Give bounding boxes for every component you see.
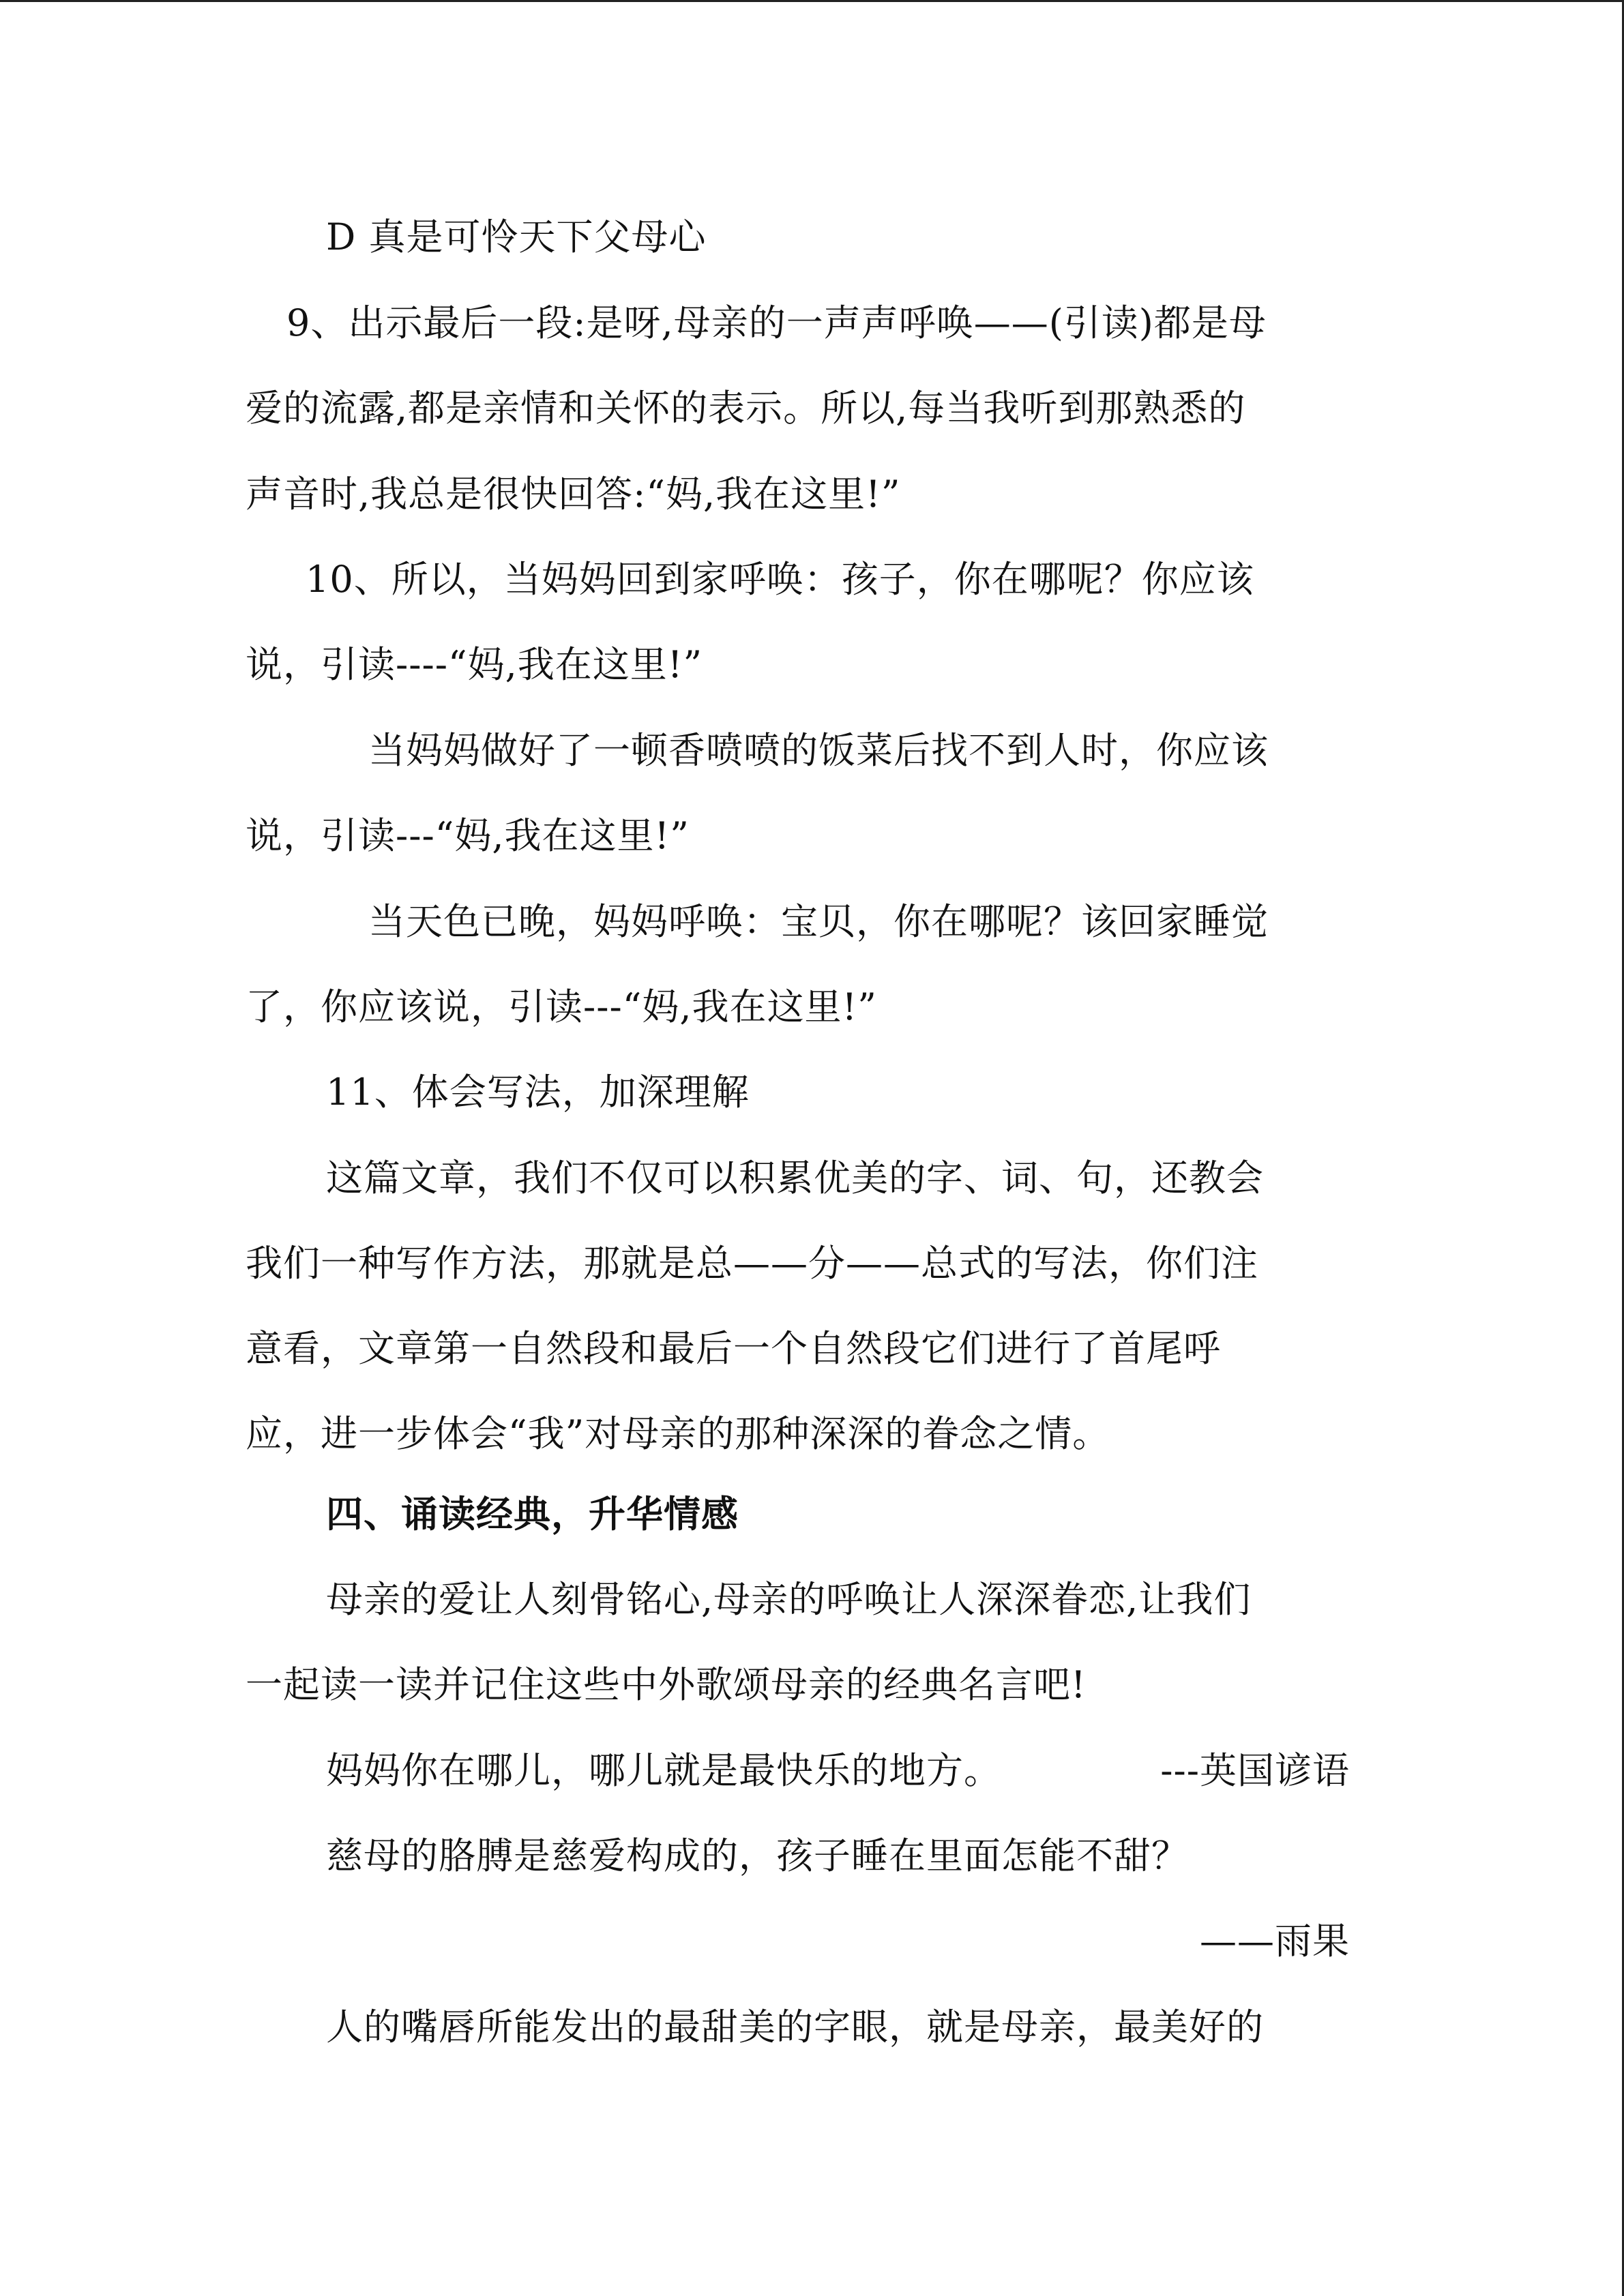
- step-10-case-3-line-2: 了，你应该说，引读---“妈,我在这里!”: [246, 985, 877, 1028]
- page-border-top: [0, 0, 1624, 2]
- step-9-line-3: 声音时,我总是很快回答:“妈,我在这里!”: [246, 473, 901, 516]
- step-9-line-2: 爱的流露,都是亲情和关怀的表示。所以,每当我听到那熟悉的: [246, 387, 1246, 430]
- section-4-intro-line-2: 一起读一读并记住这些中外歌颂母亲的经典名言吧!: [246, 1663, 1087, 1706]
- step-10-line-1: 10、所以，当妈妈回到家呼唤：孩子，你在哪呢？你应该: [306, 558, 1254, 601]
- step-10-case-2-line-2: 说，引读---“妈,我在这里!”: [246, 814, 690, 857]
- quote-1-text: 妈妈你在哪儿，哪儿就是最快乐的地方。: [326, 1749, 1001, 1792]
- section-4-intro-line-1: 母亲的爱让人刻骨铭心,母亲的呼唤让人深深眷恋,让我们: [326, 1578, 1252, 1621]
- step-11-heading: 11、体会写法，加深理解: [326, 1071, 750, 1114]
- option-d-line: D 真是可怜天下父母心: [326, 215, 707, 258]
- step-11-para-line-2: 我们一种写作方法，那就是总——分——总式的写法，你们注: [246, 1242, 1258, 1285]
- step-10-line-2: 说，引读----“妈,我在这里!”: [246, 643, 703, 686]
- step-11-para-line-1: 这篇文章，我们不仅可以积累优美的字、词、句，还教会: [326, 1157, 1264, 1199]
- quote-1-source: ---英国谚语: [1160, 1749, 1350, 1792]
- step-10-case-2-line-1: 当妈妈做好了一顿香喷喷的饭菜后找不到人时，你应该: [368, 729, 1269, 772]
- quote-3-text: 人的嘴唇所能发出的最甜美的字眼，就是母亲，最美好的: [326, 2006, 1264, 2048]
- step-11-para-line-3: 意看，文章第一自然段和最后一个自然段它们进行了首尾呼: [246, 1327, 1221, 1370]
- step-10-case-3-line-1: 当天色已晚，妈妈呼唤：宝贝，你在哪呢？该回家睡觉: [368, 900, 1269, 943]
- quote-2-text: 慈母的胳膊是慈爱构成的，孩子睡在里面怎能不甜？: [326, 1834, 1189, 1877]
- step-11-para-line-4: 应，进一步体会“我”对母亲的那种深深的眷念之情。: [246, 1412, 1110, 1455]
- step-9-line-1: 9、出示最后一段:是呀,母亲的一声声呼唤——(引读)都是母: [286, 301, 1267, 344]
- quote-2-source: ——雨果: [1200, 1920, 1350, 1963]
- section-4-heading: 四、诵读经典，升华情感: [326, 1492, 739, 1536]
